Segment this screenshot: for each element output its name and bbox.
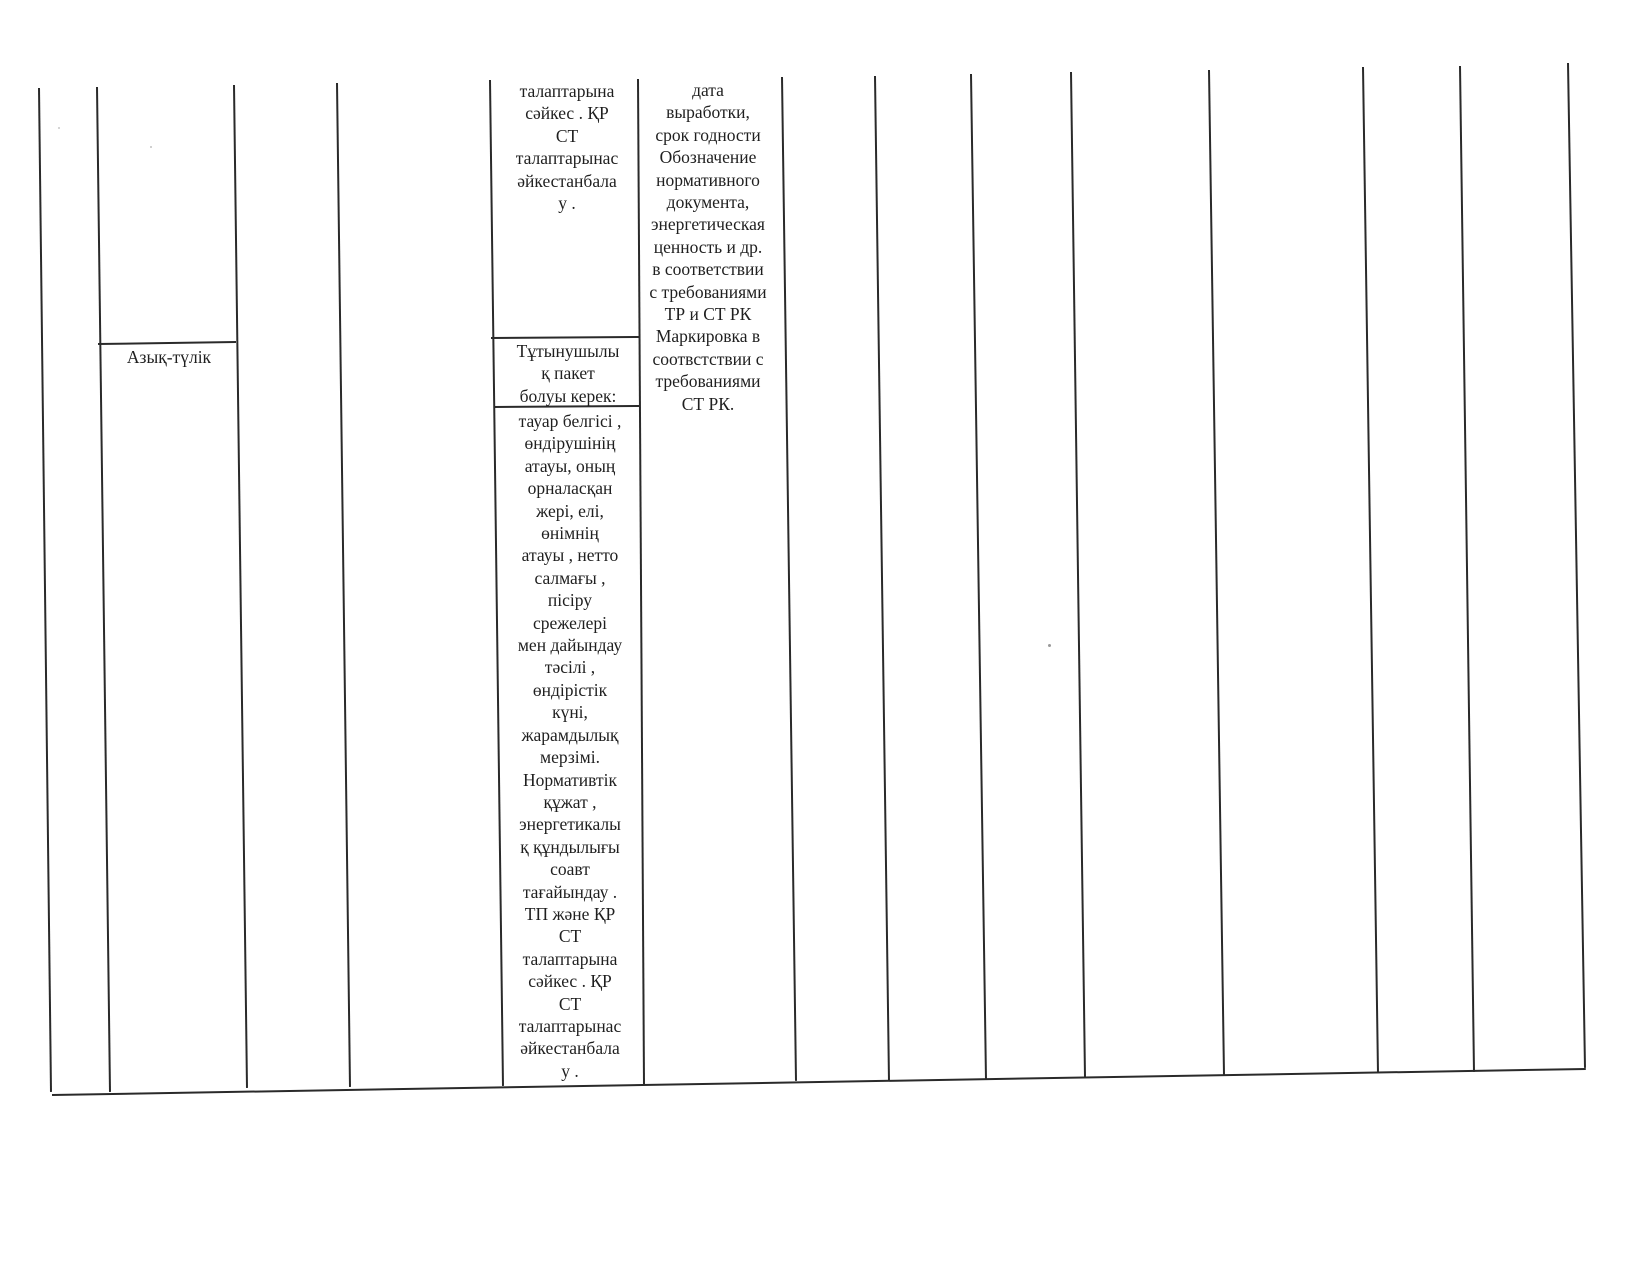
column-rule — [1568, 63, 1586, 1068]
table-bottom-rule — [52, 1068, 1586, 1095]
kz-consumer-package-header: Тұтынушылы қ пакет болуы керек: — [516, 341, 620, 406]
kz-requirements-top-fragment: талаптарына сәйкес . ҚР СТ талаптарынас әйкестанбала у . — [515, 81, 619, 214]
kz-consumer-package-body: тауар белгісі , өндірушінің атауы, оның орналасқан жері, елі, өнімнің атауы , нетто салмағы , пісіру срежелері мен дайындау тәсілі , өндірістік күні, жарамдылық мерзімі. Нормативтік құжат , энергетикалы қ құндылығы соавт тағайындау . ТП және ҚР СТ талаптарына сәйкес . ҚР СТ талаптарынас әйкестанбала у . — [517, 411, 623, 1081]
column-rule — [1363, 67, 1379, 1073]
column-rule — [1209, 70, 1225, 1075]
column-rule — [39, 88, 52, 1092]
ru-labeling-requirements: дата выработки, срок годности Обозначение нормативного документа, энергетическая ценность и др. в соответствии с требованиями ТР и СТ РК Маркировка в соотвстствии с требованиями СТ РК. — [649, 80, 767, 414]
scan-speck — [150, 146, 152, 148]
column-rule — [97, 87, 111, 1092]
product-category-label: Азық-түлік — [126, 347, 212, 367]
column-rule — [875, 76, 890, 1081]
column-rule — [971, 74, 987, 1080]
column-rule — [1460, 66, 1475, 1072]
column-rule — [234, 85, 248, 1088]
cell-divider-rule — [491, 336, 639, 338]
column-rule — [1071, 72, 1086, 1077]
scan-speck — [58, 127, 60, 129]
column-rule — [337, 83, 351, 1087]
scan-speck — [1048, 644, 1051, 647]
row-divider-rule — [98, 341, 236, 344]
